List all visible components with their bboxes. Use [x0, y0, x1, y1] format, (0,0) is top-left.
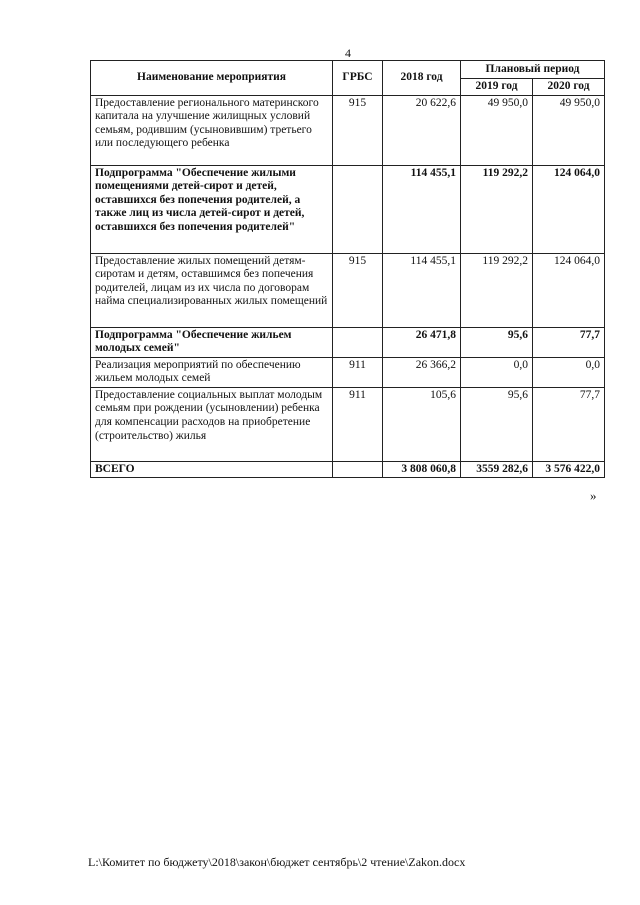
table-row [91, 387, 605, 461]
cell-name: Реализация мероприятий по обеспечению жильем молодых семей [91, 357, 333, 387]
cell-2020: 3 576 422,0 [533, 461, 605, 478]
header-name: Наименование мероприятия [91, 61, 333, 96]
cell-2018: 105,6 [383, 387, 461, 461]
header-2019: 2019 год [461, 79, 533, 96]
header-2018: 2018 год [383, 61, 461, 96]
header-planned-period: Плановый период [461, 61, 605, 79]
cell-name: ВСЕГО [91, 461, 333, 478]
table-row [91, 253, 605, 327]
cell-2019: 119 292,2 [461, 165, 533, 253]
cell-2018: 114 455,1 [383, 253, 461, 327]
cell-2019: 49 950,0 [461, 95, 533, 165]
cell-grbs [333, 327, 383, 357]
cell-name: Предоставление жилых помещений детям-сиротам и детям, оставшимся без попечения родителей, лицам из их числа по договорам найма специализированных жилых помещений [91, 253, 333, 327]
cell-2018: 20 622,6 [383, 95, 461, 165]
footer-file-path: L:\Комитет по бюджету\2018\закон\бюджет сентябрь\2 чтение\Zakon.docx [88, 855, 466, 869]
table-row [91, 95, 605, 165]
table-row [91, 357, 605, 387]
cell-name: Предоставление регионального материнского капитала на улучшение жилищных условий семьям, родившим (усыновившим) третьего или последующего ребенка [91, 95, 333, 165]
cell-grbs [333, 165, 383, 253]
cell-grbs: 915 [333, 253, 383, 327]
cell-2018: 26 366,2 [383, 357, 461, 387]
header-2020: 2020 год [533, 79, 605, 96]
header-grbs: ГРБС [333, 61, 383, 96]
cell-name: Предоставление социальных выплат молодым семьям при рождении (усыновлении) ребенка для компенсации расходов на приобретение (строительство) жилья [91, 387, 333, 461]
closing-quote: » [590, 488, 597, 503]
cell-grbs: 911 [333, 387, 383, 461]
cell-2020: 77,7 [533, 327, 605, 357]
budget-table [90, 60, 605, 478]
cell-grbs [333, 461, 383, 478]
cell-2018: 26 471,8 [383, 327, 461, 357]
cell-2019: 3559 282,6 [461, 461, 533, 478]
cell-2019: 95,6 [461, 327, 533, 357]
total-row [91, 461, 605, 478]
cell-name: Подпрограмма "Обеспечение жилыми помещениями детей-сирот и детей, оставшихся без попечения родителей, а также лиц из числа детей-сирот и детей, оставшихся без попечения родителей" [91, 165, 333, 253]
table-row [91, 165, 605, 253]
cell-2020: 49 950,0 [533, 95, 605, 165]
cell-2020: 124 064,0 [533, 253, 605, 327]
page-number: 4 [345, 46, 351, 60]
cell-2020: 124 064,0 [533, 165, 605, 253]
table-row [91, 327, 605, 357]
cell-2019: 95,6 [461, 387, 533, 461]
cell-2020: 77,7 [533, 387, 605, 461]
cell-name: Подпрограмма "Обеспечение жильем молодых семей" [91, 327, 333, 357]
cell-2018: 114 455,1 [383, 165, 461, 253]
cell-2018: 3 808 060,8 [383, 461, 461, 478]
cell-grbs: 915 [333, 95, 383, 165]
cell-2019: 0,0 [461, 357, 533, 387]
cell-grbs: 911 [333, 357, 383, 387]
cell-2019: 119 292,2 [461, 253, 533, 327]
cell-2020: 0,0 [533, 357, 605, 387]
